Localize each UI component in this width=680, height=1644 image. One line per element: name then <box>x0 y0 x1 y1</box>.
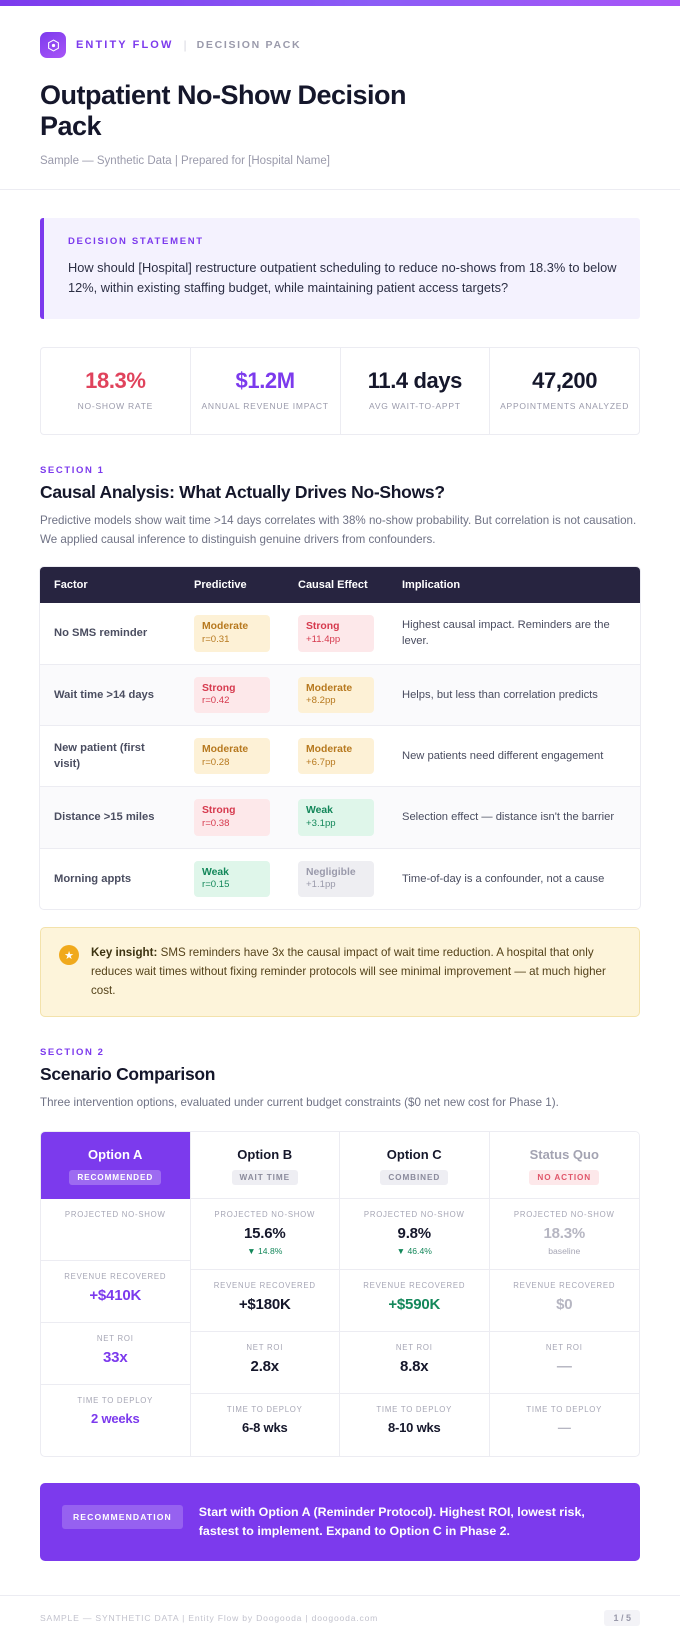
kpi-card <box>341 348 491 434</box>
cell-causal <box>284 664 388 725</box>
cell-value-projected: 9.8% <box>397 1224 431 1242</box>
cell-label-roi: NET ROI <box>246 1342 284 1352</box>
key-insight-body: SMS reminders have 3x the causal impact of wait time reduction. A hospital that only reduces wait times without fixing reminder protocols will see minimal improvement — at much higher cost. <box>91 946 606 997</box>
brand-row <box>40 32 640 58</box>
table-header <box>40 567 640 603</box>
entity-flow-logo-icon <box>40 32 66 58</box>
pill-strength: Strong <box>202 682 236 694</box>
kpi-card <box>191 348 341 434</box>
pill-detail: r=0.38 <box>202 818 230 830</box>
scenario-column-status-quo[interactable] <box>490 1132 640 1456</box>
cell-factor: New patient (first visit) <box>40 725 180 786</box>
cell-label-projected: PROJECTED NO-SHOW <box>214 1209 316 1219</box>
table-row <box>40 603 640 664</box>
scenario-deploy-cell <box>191 1394 340 1456</box>
section-1-title: Causal Analysis: What Actually Drives No-Shows? <box>40 482 445 503</box>
cell-label-deploy: TIME TO DEPLOY <box>77 1395 154 1405</box>
cell-label-roi: NET ROI <box>395 1342 433 1352</box>
section-2-description: Three intervention options, evaluated under current budget constraints ($0 net new cost for Phase 1). <box>40 1096 559 1110</box>
kpi-label: APPOINTMENTS ANALYZED <box>500 401 630 412</box>
table-row <box>40 664 640 725</box>
pill-detail: r=0.15 <box>202 879 230 891</box>
kpi-card <box>41 348 191 434</box>
scenario-badge: WAIT TIME <box>232 1170 298 1185</box>
kpi-label: NO-SHOW RATE <box>77 401 154 412</box>
table-header-row <box>40 567 640 603</box>
cell-value-revenue: +$590K <box>388 1295 441 1313</box>
scenario-name: Status Quo <box>529 1146 599 1162</box>
scenario-roi-cell <box>191 1332 340 1394</box>
kpi-value: $1.2M <box>235 368 295 394</box>
table-row <box>40 787 640 848</box>
column-header-factor: Factor <box>40 567 180 603</box>
scenario-projected-cell <box>191 1199 340 1270</box>
scenario-comparison-grid <box>40 1131 640 1457</box>
cell-factor: Distance >15 miles <box>40 787 180 848</box>
kpi-card <box>490 348 639 434</box>
scenario-badge: COMBINED <box>380 1170 448 1185</box>
pill-strength: Negligible <box>306 866 356 878</box>
scenario-header <box>41 1132 190 1199</box>
scenario-badge: NO ACTION <box>529 1170 599 1185</box>
table-row <box>40 725 640 786</box>
cell-implication: New patients need different engagement <box>388 725 640 786</box>
cell-value-deploy: — <box>557 1419 571 1435</box>
pill-strength: Weak <box>202 866 229 878</box>
cell-note-projected: ▼ 14.8% <box>247 1245 283 1256</box>
cell-causal <box>284 725 388 786</box>
scenario-projected-cell <box>490 1199 640 1270</box>
cell-label-roi: NET ROI <box>96 1333 134 1343</box>
recommendation-tag: RECOMMENDATION <box>62 1505 183 1529</box>
scenario-revenue-cell <box>340 1270 489 1332</box>
scenario-header <box>490 1132 640 1199</box>
scenario-roi-cell <box>490 1332 640 1394</box>
cell-value-revenue: $0 <box>556 1295 573 1313</box>
causal-pill <box>298 615 374 651</box>
pill-strength: Moderate <box>306 743 353 755</box>
cell-predictive <box>180 725 284 786</box>
pill-strength: Strong <box>306 621 340 633</box>
cell-value-roi: — <box>556 1357 572 1375</box>
cell-value-deploy: 8-10 wks <box>387 1419 441 1435</box>
cell-predictive <box>180 664 284 725</box>
scenario-projected-cell <box>41 1199 190 1261</box>
cell-causal <box>284 603 388 664</box>
causal-pill <box>298 738 374 774</box>
cell-note-projected: baseline <box>548 1245 581 1256</box>
brand-subtitle: DECISION PACK <box>196 39 302 51</box>
predictive-pill <box>194 861 270 897</box>
cell-label-deploy: TIME TO DEPLOY <box>226 1404 303 1414</box>
recommendation-text: Start with Option A (Reminder Protocol). Highest ROI, lowest risk, fastest to implement. Expand to Option C in Phase 2. <box>198 1504 585 1538</box>
scenario-projected-cell <box>340 1199 489 1270</box>
cell-value-revenue: +$410K <box>89 1286 142 1304</box>
brand-separator: | <box>183 38 187 52</box>
predictive-pill <box>194 615 270 651</box>
recommendation-banner <box>40 1483 640 1561</box>
cell-label-revenue: REVENUE RECOVERED <box>513 1280 616 1290</box>
cell-predictive <box>180 787 284 848</box>
kpi-value: 11.4 days <box>367 368 462 394</box>
page-title: Outpatient No-Show Decision Pack <box>40 80 407 142</box>
cell-causal <box>284 787 388 848</box>
cell-label-roi: NET ROI <box>545 1342 583 1352</box>
pill-detail: r=0.28 <box>202 756 230 768</box>
section-2-title: Scenario Comparison <box>40 1064 216 1085</box>
column-header-predictive: Predictive <box>180 567 284 603</box>
scenario-roi-cell <box>340 1332 489 1394</box>
cell-label-projected: PROJECTED NO-SHOW <box>363 1209 465 1219</box>
scenario-deploy-cell <box>340 1394 489 1456</box>
scenario-name: Option B <box>237 1146 293 1162</box>
kpi-value: 47,200 <box>532 368 598 394</box>
cell-label-revenue: REVENUE RECOVERED <box>213 1280 316 1290</box>
key-insight-text <box>91 944 621 1000</box>
cell-label-revenue: REVENUE RECOVERED <box>363 1280 466 1290</box>
scenario-name: Option A <box>88 1146 143 1162</box>
causal-pill <box>298 799 374 835</box>
pill-detail: +8.2pp <box>306 695 336 707</box>
cell-factor: Morning appts <box>54 872 132 885</box>
pill-detail: +3.1pp <box>306 818 336 830</box>
causal-pill <box>298 861 374 897</box>
footer-attribution: SAMPLE — SYNTHETIC DATA | Entity Flow by Doogooda | doogooda.com <box>40 1613 379 1624</box>
table-row <box>40 848 640 909</box>
brand-name: ENTITY FLOW <box>76 39 174 51</box>
cell-factor: No SMS reminder <box>40 603 180 664</box>
scenario-column-option-c[interactable] <box>340 1132 490 1456</box>
document-header <box>0 6 680 190</box>
cell-value-deploy: 2 weeks <box>91 1410 140 1426</box>
kpi-label: ANNUAL REVENUE IMPACT <box>201 401 329 412</box>
pill-strength: Strong <box>202 805 236 817</box>
pill-detail: r=0.42 <box>202 695 230 707</box>
pill-detail: +6.7pp <box>306 756 336 768</box>
predictive-pill <box>194 677 270 713</box>
scenario-roi-cell <box>41 1323 190 1385</box>
scenario-name: Option C <box>386 1146 442 1162</box>
cell-predictive <box>180 603 284 664</box>
column-header-causal: Causal Effect <box>284 567 388 603</box>
key-insight-callout <box>40 927 640 1017</box>
key-insight-lead: Key insight: <box>91 946 158 960</box>
column-header-implication: Implication <box>388 567 640 603</box>
cell-label-projected: PROJECTED NO-SHOW <box>64 1209 166 1219</box>
section-2-tag: SECTION 2 <box>40 1047 105 1059</box>
kpi-row <box>40 347 640 435</box>
cell-implication: Time-of-day is a confounder, not a cause <box>402 872 605 885</box>
decision-statement-block <box>40 218 640 319</box>
cell-value-projected: 15.6% <box>243 1224 286 1242</box>
predictive-pill <box>194 799 270 835</box>
scenario-column-option-b[interactable] <box>191 1132 341 1456</box>
pill-strength: Moderate <box>306 682 353 694</box>
causal-pill <box>298 677 374 713</box>
scenario-column-option-a[interactable] <box>41 1132 191 1456</box>
cell-causal <box>284 848 388 909</box>
scenario-revenue-cell <box>41 1261 190 1323</box>
scenario-revenue-cell <box>191 1270 340 1332</box>
cell-implication: Highest causal impact. Reminders are the lever. <box>388 603 640 664</box>
scenario-deploy-cell <box>490 1394 640 1456</box>
cell-value-projected: 18.3% <box>543 1224 586 1242</box>
kpi-value: 18.3% <box>85 368 146 394</box>
causal-analysis-table <box>40 567 640 909</box>
decision-statement-text: How should [Hospital] restructure outpatient scheduling to reduce no-shows from 18.3% to below 12%, within existing staffing budget, while maintaining patient access targets? <box>68 259 617 296</box>
cell-value-roi: 8.8x <box>400 1357 429 1375</box>
cell-implication: Helps, but less than correlation predicts <box>388 664 640 725</box>
decision-statement-label: DECISION STATEMENT <box>68 235 204 247</box>
section-1-tag: SECTION 1 <box>40 465 105 477</box>
page-subtitle: Sample — Synthetic Data | Prepared for [Hospital Name] <box>40 154 330 167</box>
star-icon: ★ <box>59 945 79 965</box>
document-footer <box>0 1595 680 1644</box>
section-1-description: Predictive models show wait time >14 days correlates with 38% no-show probability. But correlation is not causation. We applied causal inference to distinguish genuine drivers from confounders. <box>40 514 637 546</box>
cell-implication: Selection effect — distance isn't the barrier <box>388 787 640 848</box>
table-body <box>40 603 640 909</box>
cell-factor: Wait time >14 days <box>40 664 180 725</box>
pill-strength: Moderate <box>202 743 249 755</box>
scenario-header <box>340 1132 489 1199</box>
pill-strength: Moderate <box>202 621 249 633</box>
cell-value-deploy: 6-8 wks <box>241 1419 288 1435</box>
predictive-pill <box>194 738 270 774</box>
cell-label-projected: PROJECTED NO-SHOW <box>513 1209 615 1219</box>
page-number-badge: 1 / 5 <box>604 1610 640 1626</box>
cell-value-roi: 2.8x <box>250 1357 279 1375</box>
scenario-header <box>191 1132 340 1199</box>
scenario-badge: RECOMMENDED <box>69 1170 161 1185</box>
cell-label-revenue: REVENUE RECOVERED <box>64 1271 167 1281</box>
scenario-deploy-cell <box>41 1385 190 1447</box>
scenario-revenue-cell <box>490 1270 640 1332</box>
cell-label-deploy: TIME TO DEPLOY <box>526 1404 603 1414</box>
cell-note-projected: ▼ 46.4% <box>396 1245 432 1256</box>
cell-predictive <box>180 848 284 909</box>
pill-strength: Weak <box>306 805 333 817</box>
pill-detail: r=0.31 <box>202 633 230 645</box>
cell-value-roi: 33x <box>103 1348 128 1366</box>
cell-value-revenue: +$180K <box>238 1295 291 1313</box>
cell-label-deploy: TIME TO DEPLOY <box>376 1404 453 1414</box>
kpi-label: AVG WAIT-TO-APPT <box>369 401 461 412</box>
document-body <box>0 190 680 1562</box>
pill-detail: +11.4pp <box>306 633 341 645</box>
pill-detail: +1.1pp <box>306 879 336 891</box>
